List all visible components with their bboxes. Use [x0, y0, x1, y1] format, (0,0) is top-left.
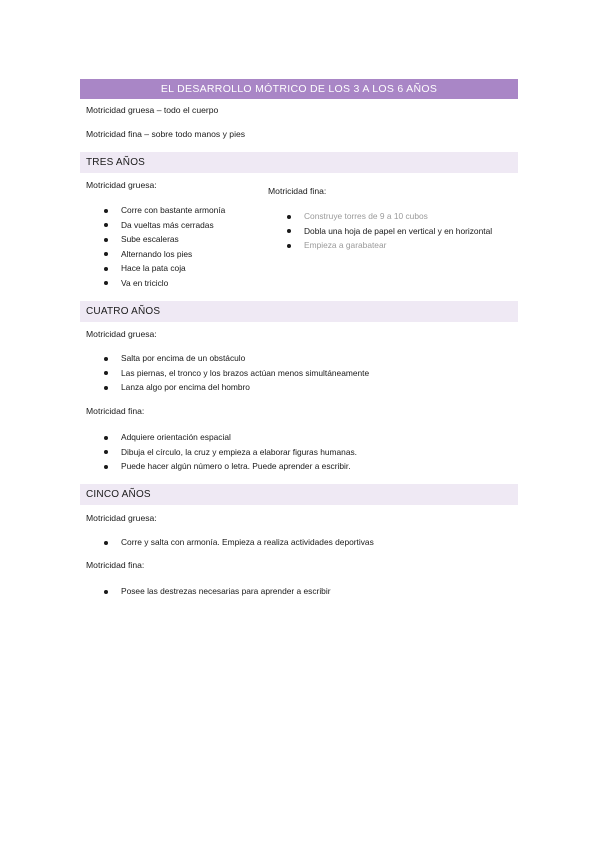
tres-gruesa-label: Motricidad gruesa: [86, 180, 157, 190]
list-item: Construye torres de 9 a 10 cubos [287, 209, 492, 224]
list-item: Puede hacer algún número o letra. Puede aprender a escribir. [104, 459, 357, 474]
tres-fina-label: Motricidad fina: [268, 186, 327, 196]
section-heading-cuatro: CUATRO AÑOS [80, 301, 518, 322]
cinco-fina-label: Motricidad fina: [86, 560, 145, 570]
document-title: EL DESARROLLO MÓTRICO DE LOS 3 A LOS 6 AÑOS [80, 79, 518, 99]
list-item: Hace la pata coja [104, 261, 225, 276]
list-item: Adquiere orientación espacial [104, 430, 357, 445]
cuatro-gruesa-list [104, 351, 369, 395]
list-item: Lanza algo por encima del hombro [104, 380, 369, 395]
list-item: Corre y salta con armonía. Empieza a realiza actividades deportivas [104, 535, 374, 550]
tres-fina-list [287, 209, 492, 253]
cuatro-fina-list [104, 430, 357, 474]
cuatro-gruesa-label: Motricidad gruesa: [86, 329, 157, 339]
list-item: Corre con bastante armonía [104, 203, 225, 218]
list-item: Dibuja el círculo, la cruz y empieza a elaborar figuras humanas. [104, 445, 357, 460]
list-item: Las piernas, el tronco y los brazos actúan menos simultáneamente [104, 366, 369, 381]
cinco-gruesa-label: Motricidad gruesa: [86, 513, 157, 523]
list-item: Da vueltas más cerradas [104, 218, 225, 233]
section-heading-cinco: CINCO AÑOS [80, 484, 518, 505]
tres-gruesa-list [104, 203, 225, 291]
list-item: Alternando los pies [104, 247, 225, 262]
list-item: Va en triciclo [104, 276, 225, 291]
list-item: Sube escaleras [104, 232, 225, 247]
list-item: Empieza a garabatear [287, 238, 492, 253]
list-item: Posee las destrezas necesarias para aprender a escribir [104, 584, 331, 599]
intro-fina: Motricidad fina – sobre todo manos y pies [86, 129, 246, 139]
list-item: Dobla una hoja de papel en vertical y en horizontal [287, 224, 492, 239]
cuatro-fina-label: Motricidad fina: [86, 406, 145, 416]
intro-gruesa: Motricidad gruesa – todo el cuerpo [86, 105, 219, 115]
list-item: Salta por encima de un obstáculo [104, 351, 369, 366]
section-heading-tres: TRES AÑOS [80, 152, 518, 173]
cinco-fina-list [104, 584, 331, 599]
cinco-gruesa-list [104, 535, 374, 550]
